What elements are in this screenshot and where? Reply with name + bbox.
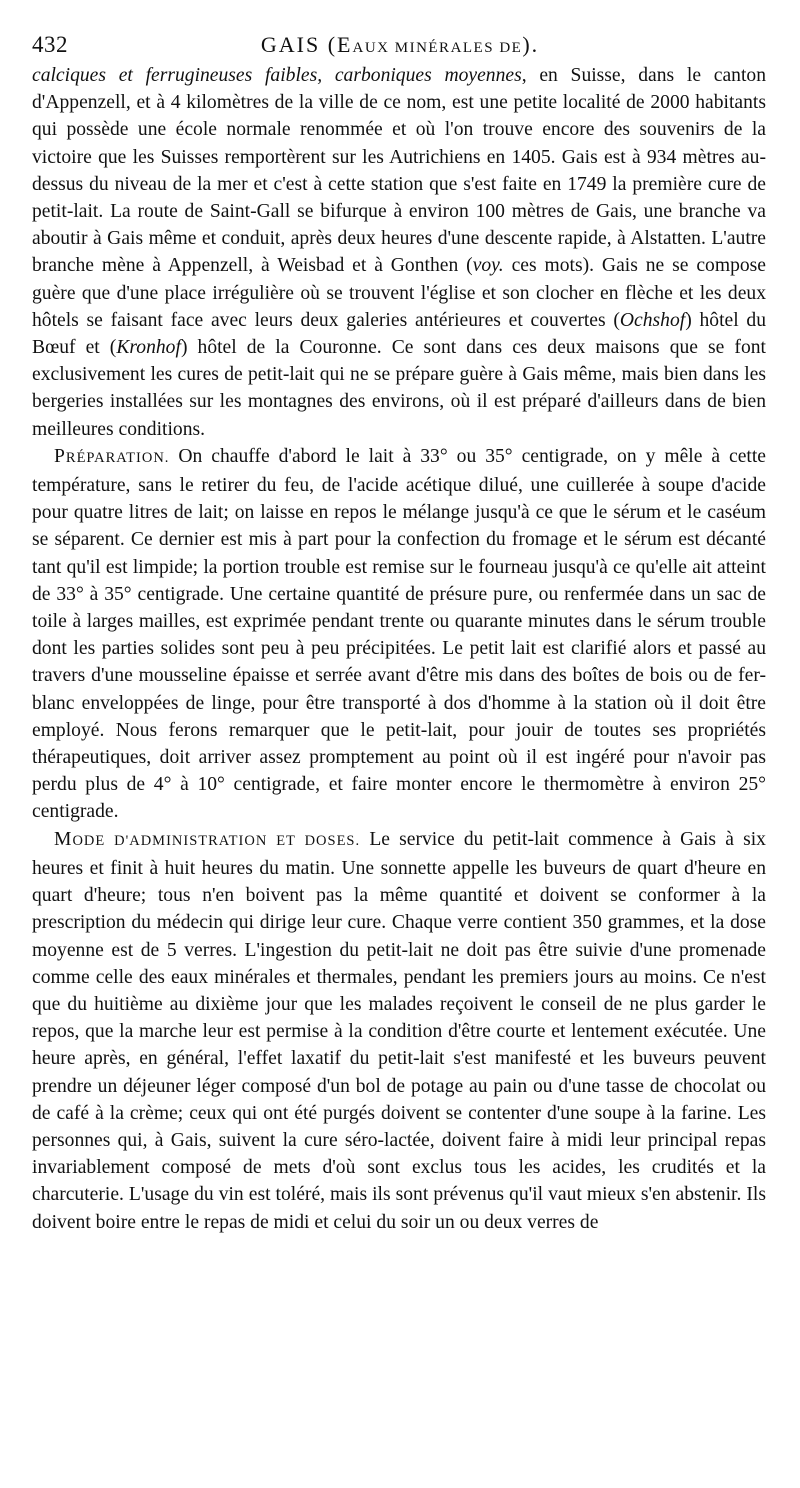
paragraph <box>32 443 766 826</box>
text-run: Le service du petit-lait commence à Gais à six heures et finit à huit heures du matin. Une sonnette appelle les buveurs de quart d'heure en quart d'heure; tous n'en boivent pas la même quantité et doivent se conformer à la prescription du médecin qui dirige leur cure. Chaque verre contient 350 grammes, et la dose moyenne est de 5 verres. L'ingestion du petit-lait ne doit pas être suivie d'une promenade comme celle des eaux minérales et thermales, pendant les premiers jours au moins. Ce n'est que du huitième au dixième jour que les malades reçoivent le conseil de ne plus garder le repos, que la marche leur est permise à la condition d'être courte et lentement exécutée. Une heure après, en général, l'effet laxatif du petit-lait s'est manifesté et les buveurs peuvent prendre un déjeuner léger composé d'un bol de potage au pain ou d'une tasse de chocolat ou de café à la crème; ceux qui ont été purgés doivent se contenter d'une soupe à la farine. Les personnes qui, à Gais, suivent la cure séro-lactée, doivent faire à midi leur principal repas invariablement composé de mets d'où sont exclus tous les acides, les crudités et la charcuterie. L'usage du vin est toléré, mais ils sont prévenus qu'il vaut mieux s'en abstenir. Ils doivent boire entre le repas de midi et celui du soir un ou deux verres de <box>32 828 766 1233</box>
paragraph <box>32 826 766 1236</box>
running-title <box>32 32 768 58</box>
text-run: ces mots). Gais ne se compose guère que d'une place irrégulière où se trouvent l'église et son clocher en flèche et les deux hôtels se faisant face avec leurs deux galeries antérieures et couvertes ( <box>32 255 766 331</box>
running-title-main: GAIS <box>260 32 321 57</box>
section-heading <box>54 828 361 850</box>
section-heading-initial: P <box>54 445 66 467</box>
italic-text: Ochshof <box>619 309 686 331</box>
text-run: ) hôtel du Bœuf et ( <box>32 309 766 359</box>
running-title-close: ). <box>522 32 540 57</box>
section-heading-initial: M <box>54 828 73 850</box>
italic-text: calciques et ferrugineuses faibles, carboniques moyennes <box>32 65 522 86</box>
text-run: ) hôtel de la Couronne. Ce sont dans ces deux maisons que se font exclusivement les cures de petit-lait qui ne se prépare guère à Gais même, mais bien dans les bergeries installées sur les montagnes des environs, où il est préparé d'ailleurs dans de bien meilleures conditions. <box>32 337 766 440</box>
body-text <box>32 62 766 1236</box>
running-title-open: ( <box>320 32 338 57</box>
page-number: 432 <box>32 32 68 57</box>
running-title-first-letter: E <box>337 32 353 57</box>
section-heading-rest: RÉPARATION. <box>65 449 170 466</box>
italic-text: voy. <box>472 255 504 277</box>
section-heading <box>54 445 170 467</box>
paragraph <box>32 62 766 443</box>
text-run: , en Suisse, dans le canton d'Appenzell, et à 4 kilomètres de la ville de ce nom, est une petite localité de 2000 habitants qui possède une école normale renommée et où l'on trouve encore des souvenirs de la victoire que les Suisses remportèrent sur les Autrichiens en 1405. Gais est à 934 mètres au-dessus du niveau de la mer et c'est à cette station que s'est faite en 1749 la première cure de petit-lait. La route de Saint-Gall se bifurque à environ 100 mètres de Gais, une branche va aboutir à Gais même et conduit, après deux heures d'une descente rapide, à Alstatten. L'autre branche mène à Appenzell, à Weisbad et à Gonthen ( <box>32 65 766 277</box>
section-heading-rest: ODE D'ADMINISTRATION ET DOSES. <box>72 832 361 849</box>
text-run: On chauffe d'abord le lait à 33° ou 35° centigrade, on y mêle à cette température, sans le retirer du feu, de l'acide acétique dilué, une cuillerée à soupe d'acide pour quatre litres de lait; on laisse en repos le mélange jusqu'à ce que le sérum et le caséum se séparent. Ce dernier est mis à part pour la confection du fromage et le sérum est décanté tant qu'il est limpide; la portion trouble est remise sur le fourneau jusqu'à ce qu'elle ait atteint de 33° à 35° centigrade. Une certaine quantité de présure pure, ou renfermée dans un sac de toile à larges mailles, est exprimée pendant trente ou quarante minutes dans le sérum trouble dont les parties solides sont peu à peu précipitées. Le petit lait est clarifié alors et passé au travers d'une mousseline épaisse et serrée avant d'être mis dans des boîtes de bois ou de fer-blanc enveloppées de linge, pour être transporté à dos d'homme à la station où il doit être employé. Nous ferons remarquer que le petit-lait, pour jouir de toutes ses propriétés thérapeutiques, doit arriver assez promptement au point où il est ingéré pour n'avoir pas perdu plus de 4° à 10° centigrade, et faire monter encore le thermomètre à environ 25° centigrade. <box>32 445 766 823</box>
running-title-small-caps: AUX MINÉRALES DE <box>352 40 523 56</box>
page-header <box>32 28 768 62</box>
italic-text: Kronhof <box>116 337 181 359</box>
